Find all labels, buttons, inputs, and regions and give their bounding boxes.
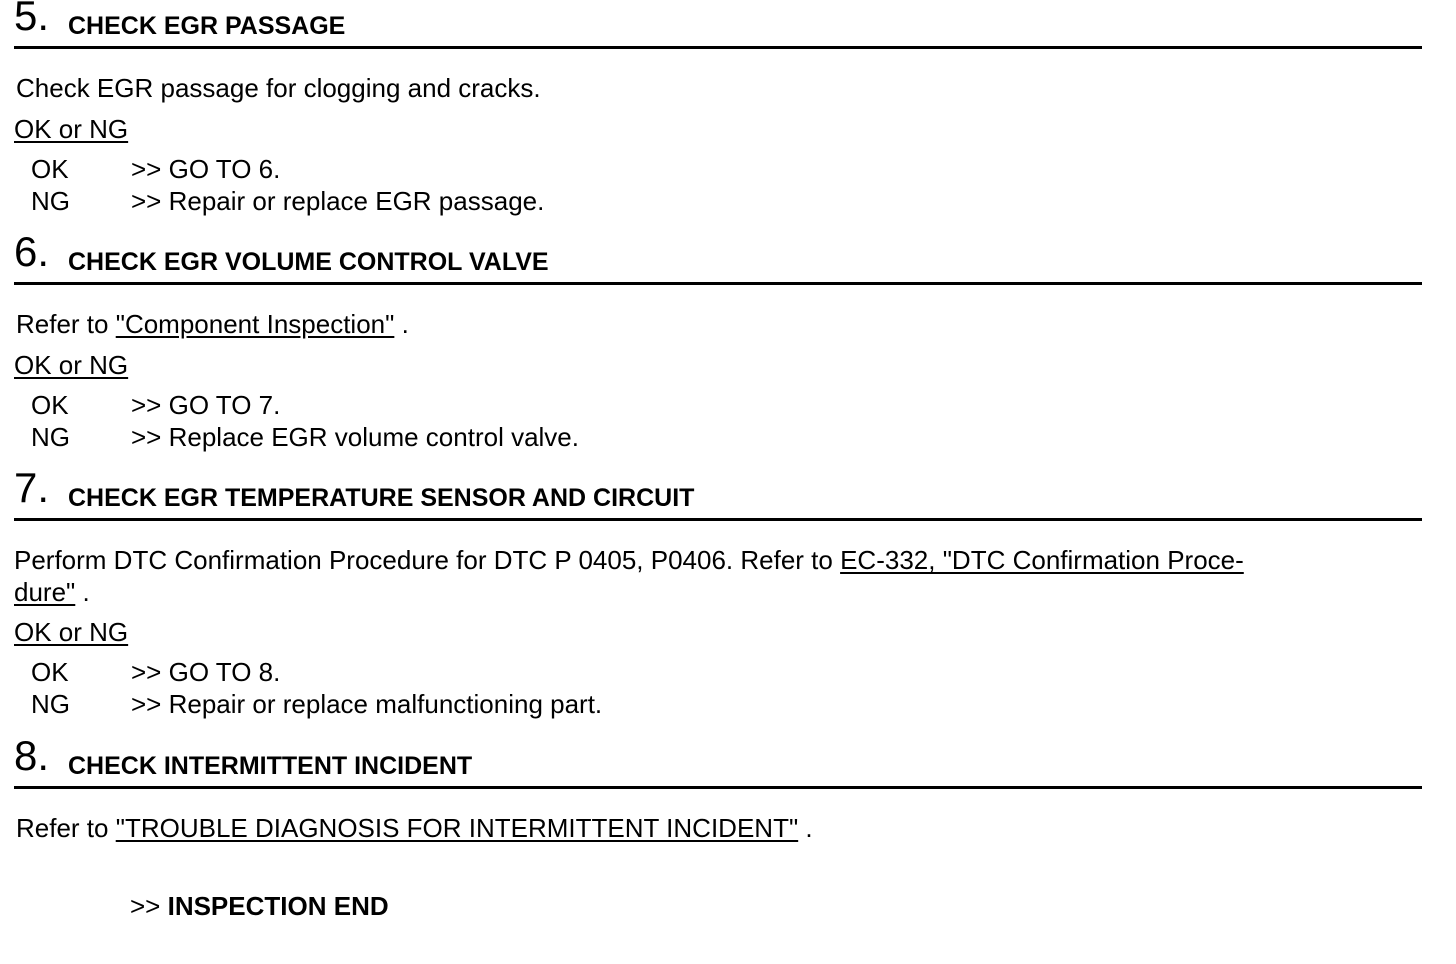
header-rule [14,46,1422,49]
result-ok [31,389,280,421]
body-suffix: . [75,577,90,607]
header-rule [14,518,1422,521]
ok-or-ng-label: OK or NG [14,114,129,144]
step-number: 5. [14,0,50,39]
step-7 [14,464,1422,524]
ok-or-ng-label: OK or NG [14,350,129,380]
body-suffix: . [394,309,409,339]
body-prefix: Perform DTC Confirmation Procedure for DTC P 0405, P0406. Refer to [14,545,841,575]
step-5-body: Check EGR passage for clogging and cracks. [16,73,541,103]
dtc-confirmation-link[interactable]: EC-332, "DTC Confirmation Proce- [840,545,1244,575]
body-prefix: Refer to [16,309,116,339]
step-8 [14,732,1422,792]
intermittent-incident-link[interactable]: "TROUBLE DIAGNOSIS FOR INTERMITTENT INCIDENT" [115,813,799,843]
end-label: INSPECTION END [167,891,389,921]
result-text: >> GO TO 6. [131,154,281,184]
header-rule [14,786,1422,789]
header-rule [14,282,1422,285]
result-text: >> GO TO 8. [131,657,281,687]
step-6 [14,228,1422,288]
step-header [14,0,1422,52]
step-7-body-line2 [14,576,1420,608]
result-ng [31,185,544,217]
end-prefix: >> [130,891,168,921]
body-prefix: Refer to [16,813,116,843]
result-code: OK [31,390,69,420]
step-8-body [16,812,1422,844]
step-6-body [16,308,1422,340]
step-header [14,464,1422,524]
result-ok [31,656,280,688]
step-title: CHECK EGR VOLUME CONTROL VALVE [68,248,549,276]
step-header [14,732,1422,792]
step-header [14,228,1422,288]
result-code: NG [31,689,70,719]
step-number: 8. [14,732,50,779]
result-code: NG [31,422,70,452]
step-5 [14,0,1422,52]
result-ng [31,688,602,720]
result-text: >> GO TO 7. [131,390,281,420]
step-title: CHECK INTERMITTENT INCIDENT [68,752,473,780]
result-ng [31,421,579,453]
inspection-end [130,890,389,922]
step-number: 6. [14,228,50,275]
dtc-confirmation-link-cont[interactable]: dure" [14,577,76,607]
result-text: >> Replace EGR volume control valve. [131,422,579,452]
step-title: CHECK EGR PASSAGE [68,12,346,40]
result-text: >> Repair or replace malfunctioning part. [131,689,603,719]
result-code: OK [31,657,69,687]
result-code: OK [31,154,69,184]
result-text: >> Repair or replace EGR passage. [131,186,545,216]
step-number: 7. [14,464,50,511]
step-title: CHECK EGR TEMPERATURE SENSOR AND CIRCUIT [68,484,695,512]
step-7-body [14,544,1422,576]
result-ok [31,153,280,185]
ok-or-ng-label: OK or NG [14,617,129,647]
body-suffix: . [798,813,813,843]
component-inspection-link[interactable]: "Component Inspection" [115,309,395,339]
result-code: NG [31,186,70,216]
